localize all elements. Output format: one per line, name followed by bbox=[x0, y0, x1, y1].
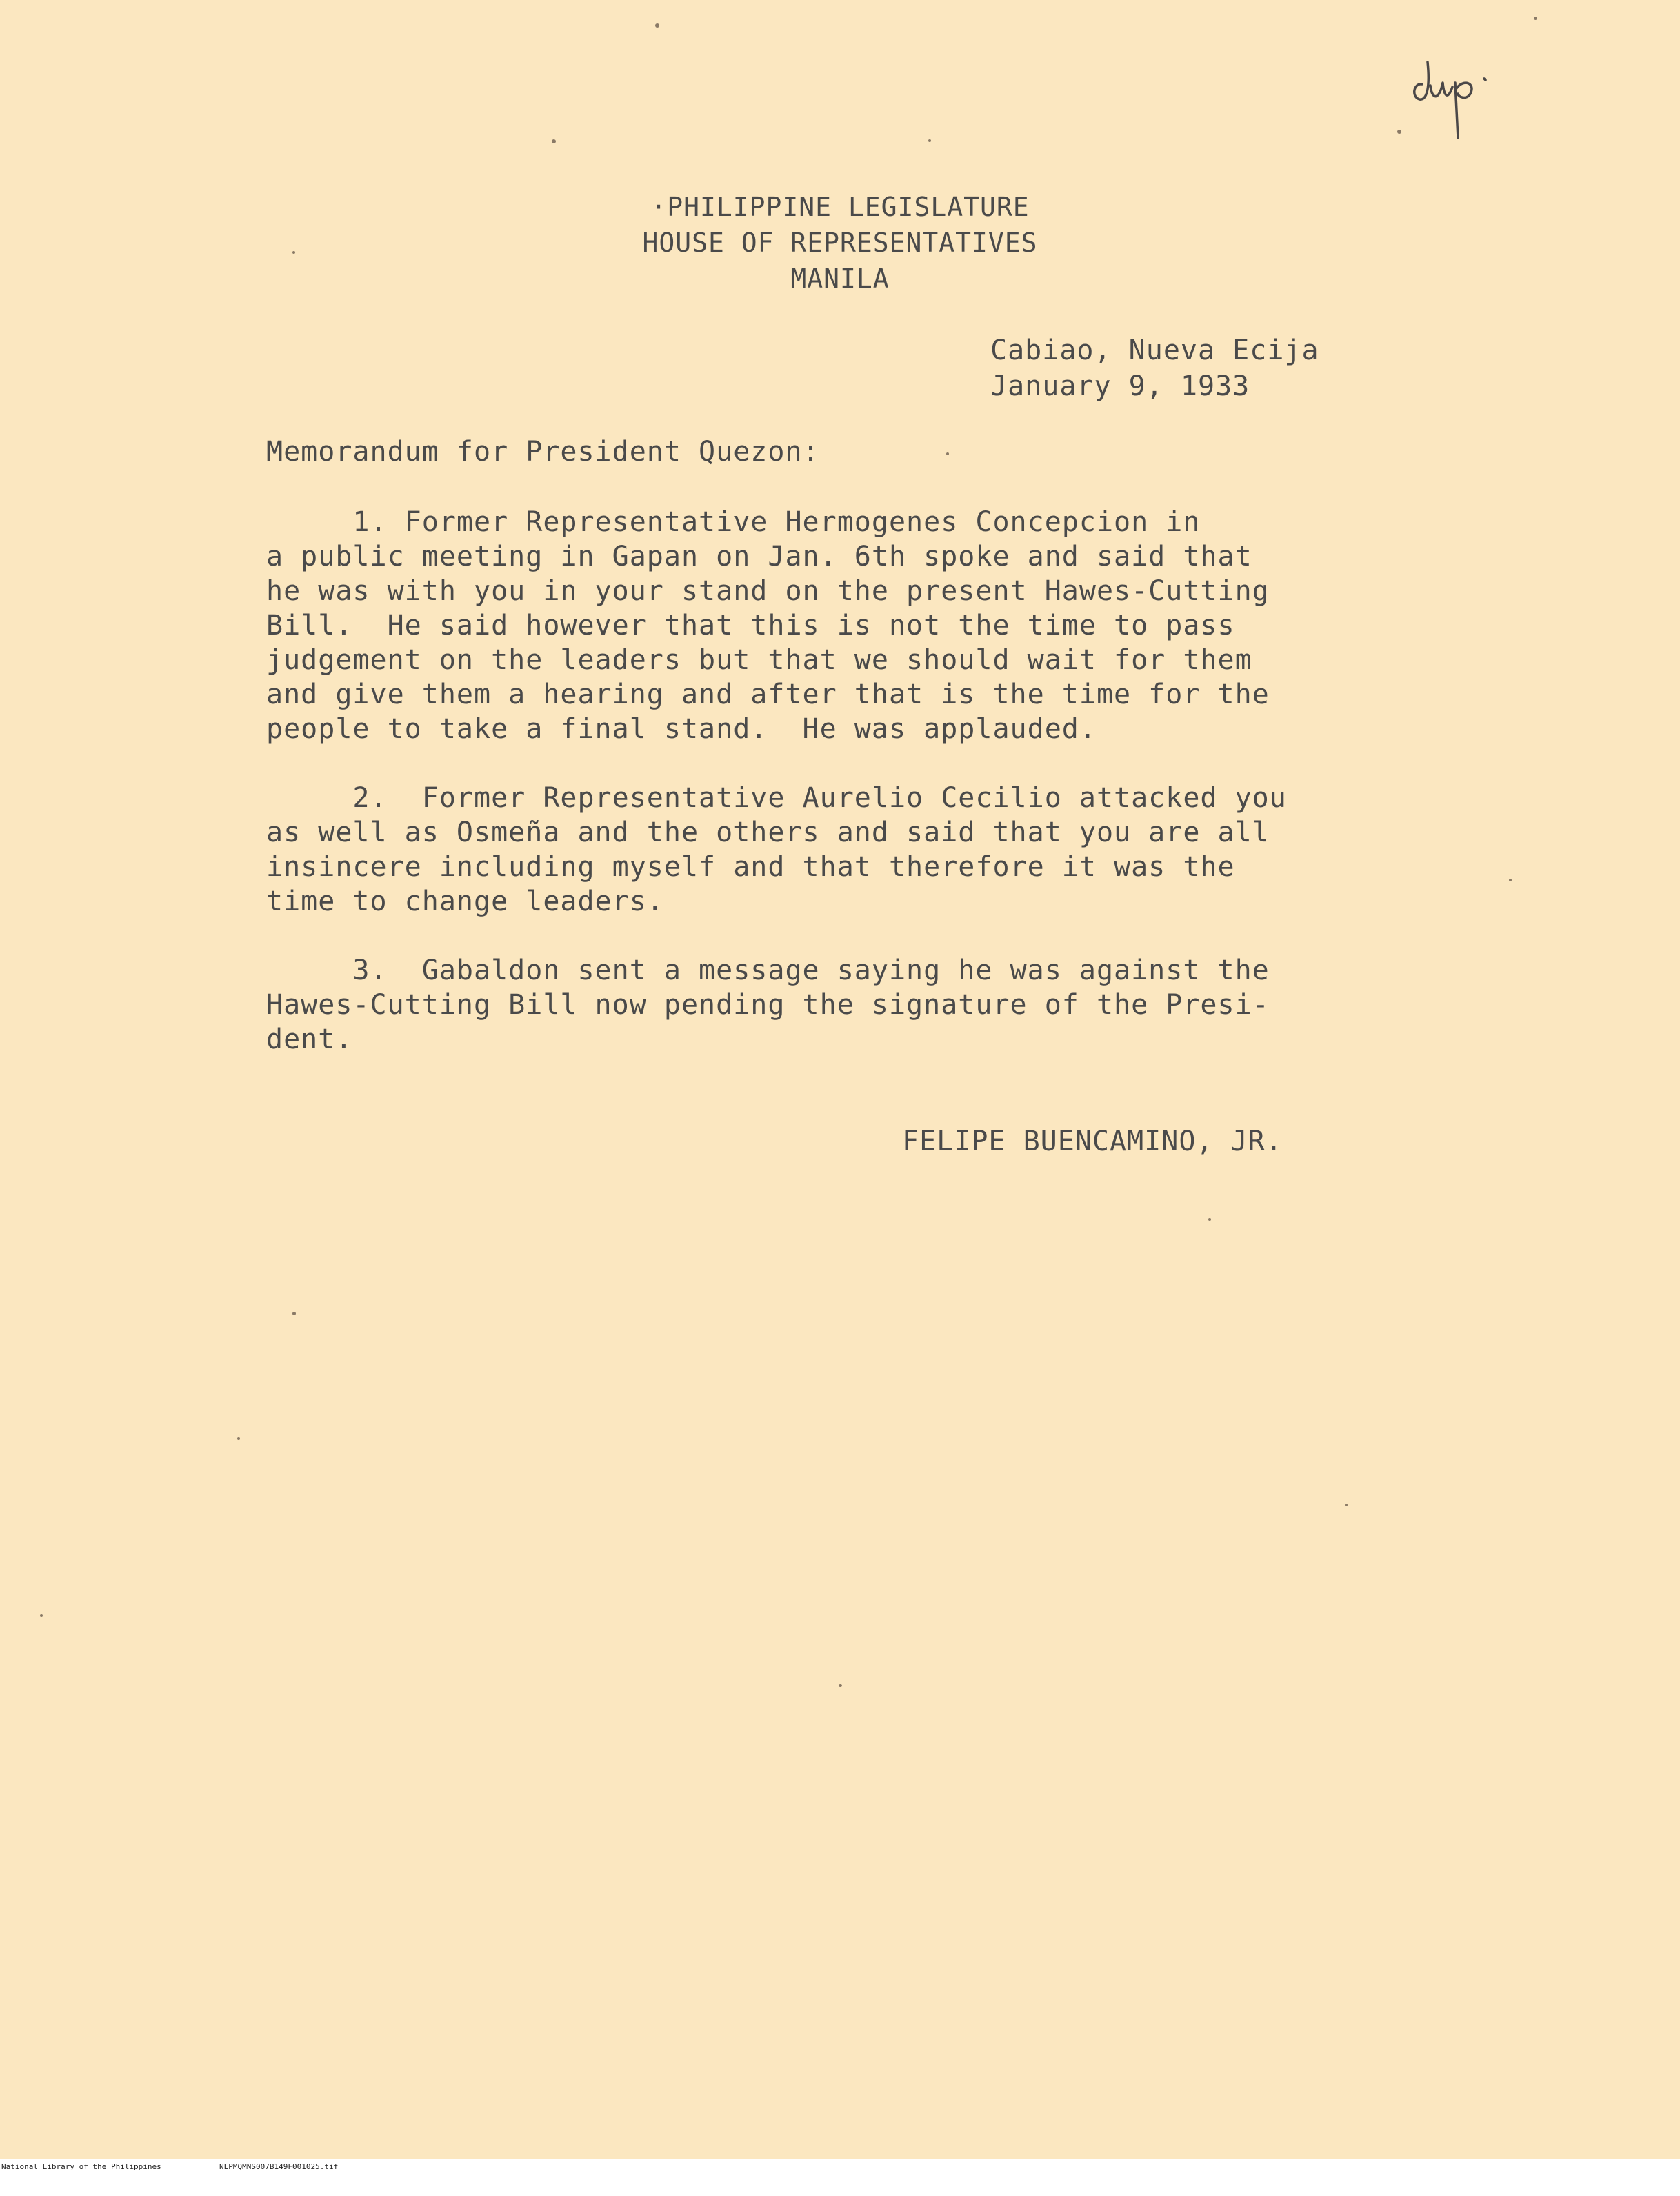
paper-speck bbox=[1509, 879, 1512, 881]
paragraph-line: time to change leaders. bbox=[266, 886, 664, 917]
paragraph-line: 1. Former Representative Hermogenes Concepcion in bbox=[266, 506, 1201, 538]
paragraph-2 bbox=[266, 781, 1342, 919]
paragraph-line: 2. Former Representative Aurelio Cecilio attacked you bbox=[266, 782, 1287, 814]
paper-speck bbox=[946, 452, 949, 455]
archive-footer bbox=[0, 2161, 1680, 2173]
handwritten-annotation bbox=[1407, 48, 1517, 152]
footer-library: National Library of the Philippines bbox=[1, 2162, 161, 2171]
letterhead bbox=[0, 189, 1680, 297]
paragraph-line: 3. Gabaldon sent a message saying he was against the bbox=[266, 955, 1270, 986]
letterhead-house: HOUSE OF REPRESENTATIVES bbox=[642, 228, 1038, 258]
paper-speck bbox=[1345, 1504, 1348, 1506]
paragraph-line: as well as Osmeña and the others and said that you are all bbox=[266, 817, 1270, 848]
place: Cabiao, Nueva Ecija bbox=[990, 335, 1319, 366]
signature-block: FELIPE BUENCAMINO, JR. bbox=[902, 1126, 1283, 1157]
paragraph-line: people to take a final stand. He was applauded. bbox=[266, 713, 1097, 745]
paper-speck bbox=[237, 1437, 240, 1440]
paragraph-1 bbox=[266, 505, 1342, 746]
paragraph-line: he was with you in your stand on the present Hawes-Cutting bbox=[266, 575, 1270, 607]
paragraph-line: Hawes-Cutting Bill now pending the signature of the Presi- bbox=[266, 989, 1270, 1021]
paragraph-line: Bill. He said however that this is not the time to pass bbox=[266, 610, 1235, 641]
footer-filename: NLPMQMNS007B149F001025.tif bbox=[219, 2162, 339, 2171]
paragraph-line: judgement on the leaders but that we should wait for them bbox=[266, 644, 1252, 676]
paper-speck bbox=[1208, 1218, 1211, 1221]
paper-speck bbox=[1397, 130, 1401, 134]
paragraph-line: a public meeting in Gapan on Jan. 6th spoke and said that bbox=[266, 541, 1252, 572]
paper-speck bbox=[40, 1614, 43, 1617]
paper-speck bbox=[839, 1684, 842, 1687]
date: January 9, 1933 bbox=[990, 370, 1250, 402]
place-and-date bbox=[990, 332, 1319, 404]
paper-speck bbox=[655, 23, 659, 28]
letterhead-legislature: ·PHILIPPINE LEGISLATURE bbox=[650, 192, 1030, 222]
paper-speck bbox=[1534, 17, 1537, 20]
salutation: Memorandum for President Quezon: bbox=[266, 436, 820, 468]
paragraph-line: insincere including myself and that therefore it was the bbox=[266, 851, 1235, 883]
letterhead-city: MANILA bbox=[790, 263, 890, 294]
paragraph-line: dent. bbox=[266, 1024, 353, 1055]
paper-speck bbox=[928, 139, 931, 142]
paragraph-line: and give them a hearing and after that is the time for the bbox=[266, 679, 1270, 710]
paper-speck bbox=[552, 139, 556, 143]
paper-speck bbox=[292, 251, 295, 254]
paragraph-3 bbox=[266, 953, 1342, 1057]
paper-speck bbox=[292, 1312, 296, 1315]
